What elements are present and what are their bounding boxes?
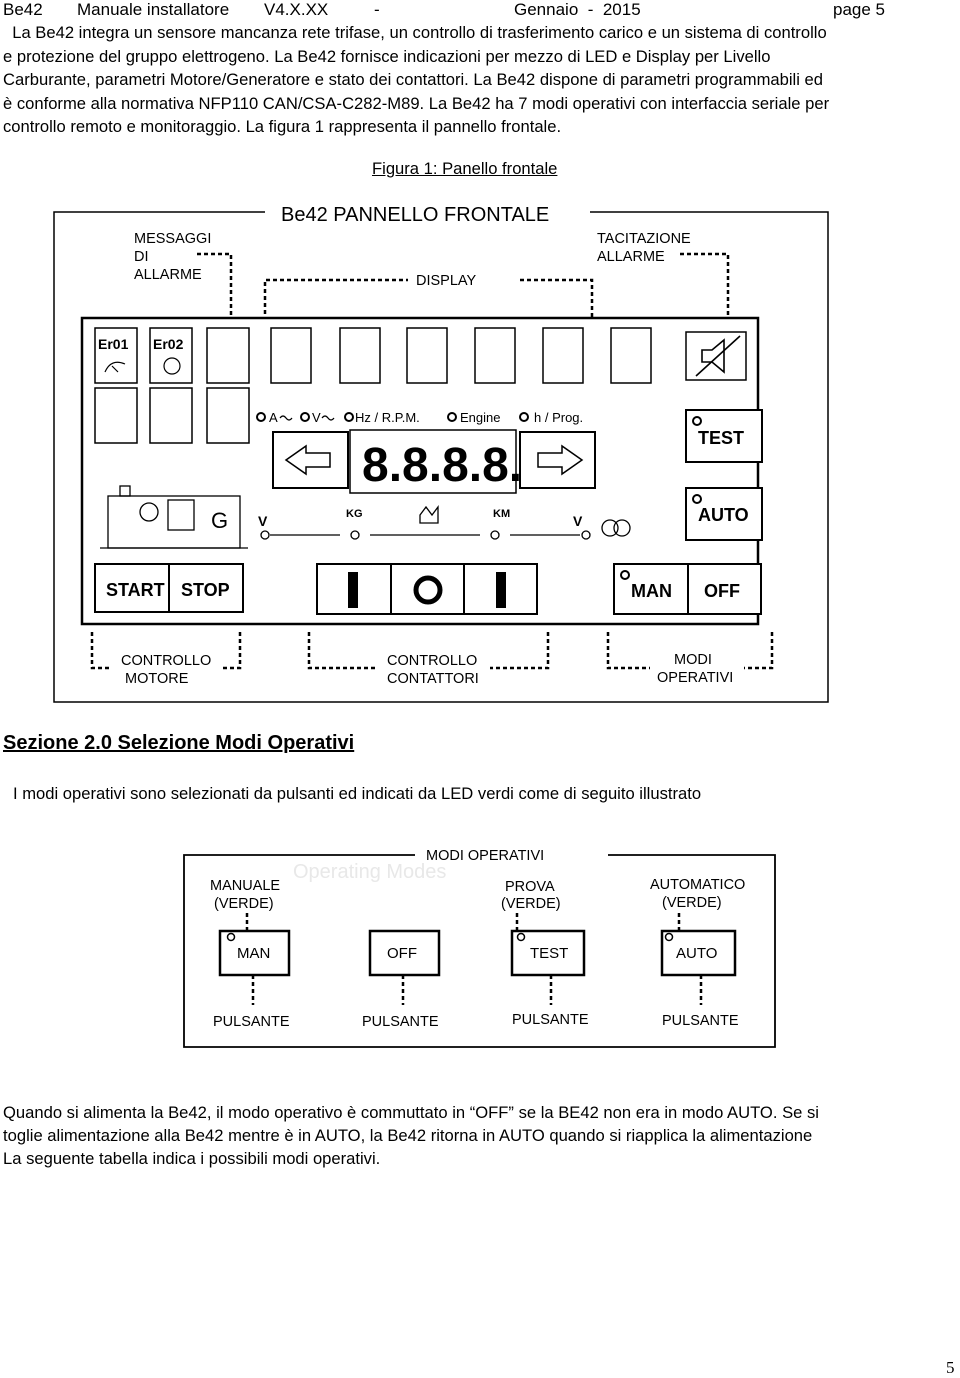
outro-line: toglie alimentazione alla Be42 mentre è in AUTO, la Be42 ritorna in AUTO quando si riapplica la alimentazione bbox=[3, 1126, 813, 1145]
label-alarm-messages-3: ALLARME bbox=[134, 267, 202, 283]
intro-line: controllo remoto e monitoraggio. La figura 1 rappresenta il pannello frontale. bbox=[3, 117, 562, 136]
label-alarm-silence-1: TACITAZIONE bbox=[597, 231, 691, 247]
section-title: Sezione 2.0 Selezione Modi Operativi bbox=[3, 732, 355, 754]
figure1-caption: Figura 1: Panello frontale bbox=[372, 159, 558, 178]
mode-man-led-label-2: (VERDE) bbox=[214, 896, 274, 912]
mode-test-button-label: TEST bbox=[530, 945, 569, 962]
label-alarm-messages-1: MESSAGGI bbox=[134, 231, 212, 247]
label-contactor-control-2: CONTATTORI bbox=[387, 671, 479, 687]
header-title: Manuale installatore bbox=[77, 0, 230, 19]
intro-line: La Be42 integra un sensore mancanza rete trifase, un controllo di trasferimento carico e un sistema di controllo bbox=[3, 23, 827, 42]
modes-title: MODI OPERATIVI bbox=[426, 848, 545, 864]
intro-line: e protezione del gruppo elettrogeno. La Be42 fornisce indicazioni per mezzo di LED e Display per Livello bbox=[3, 46, 771, 66]
mode-man-led-label-1: MANUALE bbox=[210, 878, 281, 894]
operating-modes-figure bbox=[0, 830, 960, 1060]
mode-off-button-caption: PULSANTE bbox=[362, 1014, 439, 1030]
stop-button-label: STOP bbox=[181, 580, 230, 600]
indicator-volts: V bbox=[312, 410, 321, 425]
label-alarm-silence-2: ALLARME bbox=[597, 249, 665, 265]
mains-contactor-button[interactable] bbox=[496, 572, 506, 608]
alarm-code-er01: Er01 bbox=[98, 336, 129, 352]
mode-auto-led-label-2: (VERDE) bbox=[662, 895, 722, 911]
left-arrow-button[interactable] bbox=[273, 432, 348, 488]
label-engine-control-2: MOTORE bbox=[125, 671, 189, 687]
test-button-label: TEST bbox=[698, 428, 745, 448]
mode-auto-button-caption: PULSANTE bbox=[662, 1013, 739, 1029]
mode-auto-button-label: AUTO bbox=[676, 945, 718, 962]
indicator-amps: A bbox=[269, 410, 278, 425]
mode-man-button-caption: PULSANTE bbox=[213, 1014, 290, 1030]
indicator-frequency: Hz / R.P.M. bbox=[355, 410, 420, 425]
label-operating-modes-2: OPERATIVI bbox=[657, 670, 734, 686]
mode-test-led-label-2: (VERDE) bbox=[501, 896, 561, 912]
mode-off-button-label: OFF bbox=[387, 945, 417, 962]
outro-line: La seguente tabella indica i possibili modi operativi. bbox=[3, 1149, 381, 1168]
mode-test-led-label-1: PROVA bbox=[505, 879, 555, 895]
label-operating-modes-1: MODI bbox=[674, 652, 712, 668]
header-version: V4.X.XX bbox=[264, 0, 329, 19]
label-display: DISPLAY bbox=[416, 273, 477, 289]
generator-contactor-button[interactable] bbox=[348, 572, 358, 608]
mains-voltage-symbol: V bbox=[573, 513, 583, 529]
auto-button-label: AUTO bbox=[698, 505, 749, 525]
contactor-kg-label: KG bbox=[346, 508, 363, 520]
header-page: page 5 bbox=[833, 0, 885, 19]
intro-line: Carburante, parametri Motore/Generatore e stato dei contattori. La Be42 dispone di parametri programmabili ed bbox=[3, 70, 823, 89]
header-separator: - bbox=[374, 0, 380, 19]
section-intro: I modi operativi sono selezionati da pulsanti ed indicati da LED verdi come di seguito illustrato bbox=[13, 784, 702, 803]
header-date: Gennaio - 2015 bbox=[514, 0, 641, 19]
generator-voltage-symbol: V bbox=[258, 513, 268, 529]
mode-test-button-caption: PULSANTE bbox=[512, 1012, 589, 1028]
mode-auto-led-label-1: AUTOMATICO bbox=[650, 877, 746, 893]
label-alarm-messages-2: DI bbox=[134, 249, 149, 265]
label-contactor-control-1: CONTROLLO bbox=[387, 653, 478, 669]
panel-title: Be42 PANNELLO FRONTALE bbox=[281, 204, 550, 226]
start-button-label: START bbox=[106, 580, 165, 600]
label-engine-control-1: CONTROLLO bbox=[121, 653, 212, 669]
header-doc: Be42 bbox=[3, 0, 43, 19]
alarm-code-er02: Er02 bbox=[153, 336, 184, 352]
indicator-hours: h / Prog. bbox=[534, 410, 584, 425]
intro-line: è conforme alla normativa NFP110 CAN/CSA-C282-M89. La Be42 ha 7 modi operativi con interfaccia seriale per bbox=[3, 93, 830, 113]
mode-man-button-label: MAN bbox=[237, 945, 271, 962]
indicator-engine: Engine bbox=[460, 410, 501, 425]
off-button-label: OFF bbox=[704, 581, 740, 601]
man-button-label: MAN bbox=[631, 581, 672, 601]
outro-line: Quando si alimenta la Be42, il modo operativo è commuttato in “OFF” se la BE42 non era in modo AUTO. Se si bbox=[3, 1103, 819, 1122]
right-arrow-button[interactable] bbox=[520, 432, 595, 488]
genset-letter: G bbox=[211, 508, 229, 533]
contactor-km-label: KM bbox=[493, 508, 511, 520]
page-number: 5 bbox=[946, 1358, 955, 1377]
modes-watermark: Operating Modes bbox=[293, 861, 447, 883]
segment-display: 8.8.8.8. bbox=[362, 439, 523, 492]
